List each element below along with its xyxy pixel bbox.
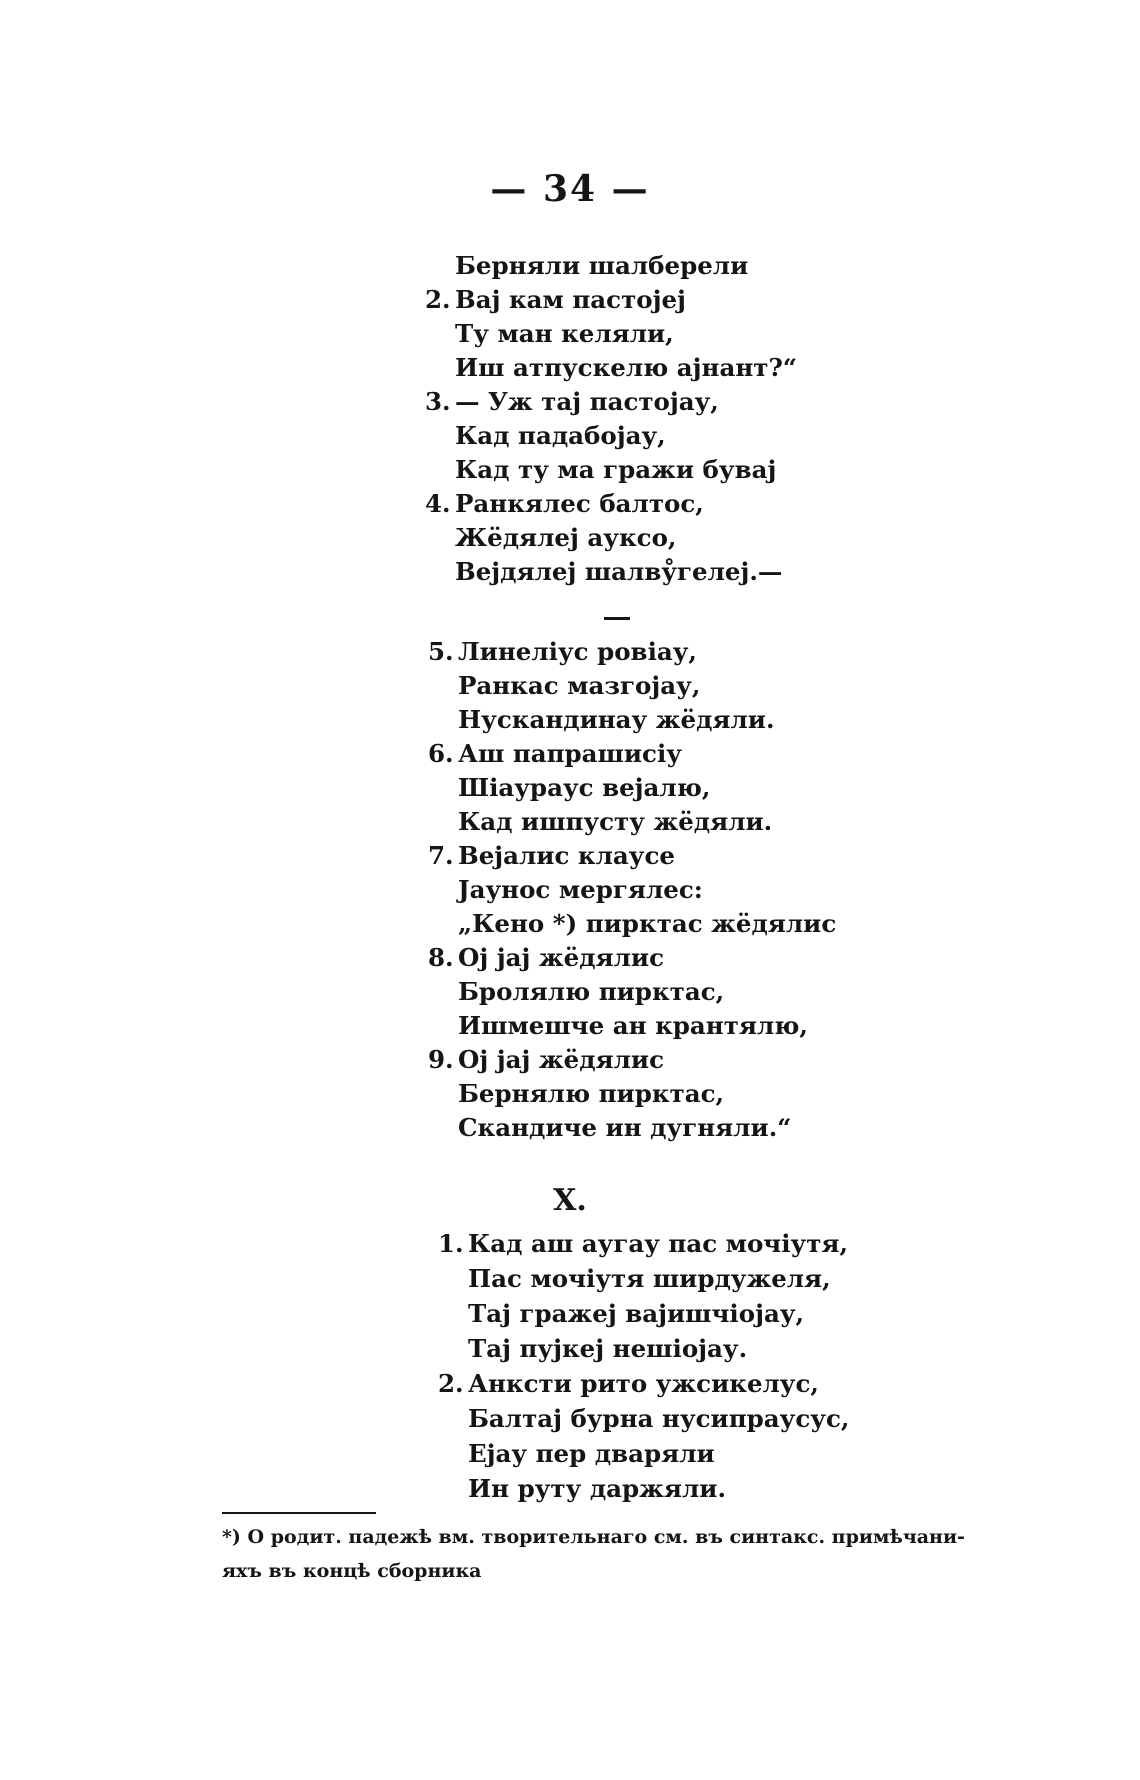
- verse-line: Скандиче ин дугняли.“: [458, 1113, 792, 1142]
- footnote-line: *) О родит. падежѣ вм. творительнаго см. въ синтакс. примѣчани-: [222, 1526, 965, 1548]
- verse-line: Иш атпускелю ајнант?“: [455, 353, 797, 382]
- verse-line: Бролялю пирктас,: [458, 977, 725, 1006]
- verse-line: Вејдялеј шалву̊гелеј.—: [455, 557, 783, 586]
- verse-line: Ин руту даржяли.: [468, 1474, 726, 1503]
- verse-line: 9. Ој јај жёдялис: [428, 1045, 664, 1074]
- verse-line: 7. Вејалис клаусе: [428, 841, 675, 870]
- stanza-separator: [604, 617, 630, 620]
- footnote-rule: [222, 1512, 376, 1514]
- verse-line: 6. Аш папрашисiу: [428, 739, 682, 768]
- verse-line: 8. Ој јај жёдялис: [428, 943, 664, 972]
- verse-line: 2. Вај кам пастојеј: [425, 285, 686, 314]
- verse-line: Жёдялеј ауксо,: [455, 523, 677, 552]
- verse-line: 5. Линелiус ровiау,: [428, 637, 697, 666]
- verse-line: Балтај бурна нусипраусус,: [468, 1404, 850, 1433]
- verse-line: Нускандинау жёдяли.: [458, 705, 775, 734]
- verse-line: Ејау пер дваряли: [468, 1439, 715, 1468]
- verse-line: Кад ту ма гражи бувај: [455, 455, 777, 484]
- verse-line: 1. Кад аш аугау пас мочiутя,: [438, 1229, 849, 1258]
- verse-line: Тај гражеј вајишчiојау,: [468, 1299, 805, 1328]
- verse-line: Ишмешче ан крантялю,: [458, 1011, 808, 1040]
- verse-line: Берняли шалберели: [455, 251, 749, 280]
- verse-line: Пас мочiутя ширдужеля,: [468, 1264, 831, 1293]
- verse-line: Тај пујкеј нешiојау.: [468, 1334, 748, 1363]
- footnote-line: яхъ въ концѣ сборника: [222, 1560, 482, 1582]
- verse-line: Јаунос мергялес:: [458, 875, 703, 904]
- section-heading: X.: [553, 1183, 587, 1218]
- verse-line: 4. Ранкялес балтос,: [425, 489, 704, 518]
- verse-line: Кад ишпусту жёдяли.: [458, 807, 773, 836]
- verse-line: Кад падабојау,: [455, 421, 666, 450]
- verse-line: 2. Анксти рито ужсикелус,: [438, 1369, 819, 1398]
- verse-line: Ранкас мазгојау,: [458, 671, 701, 700]
- verse-line: Шiаураус вејалю,: [458, 773, 711, 802]
- verse-line: „Кено *) пирктас жёдялис: [458, 909, 837, 938]
- verse-line: Ту ман келяли,: [455, 319, 674, 348]
- verse-line: 3. — Уж тај пастојау,: [425, 387, 719, 416]
- page-number: — 34 —: [490, 168, 650, 210]
- verse-line: Бернялю пирктас,: [458, 1079, 725, 1108]
